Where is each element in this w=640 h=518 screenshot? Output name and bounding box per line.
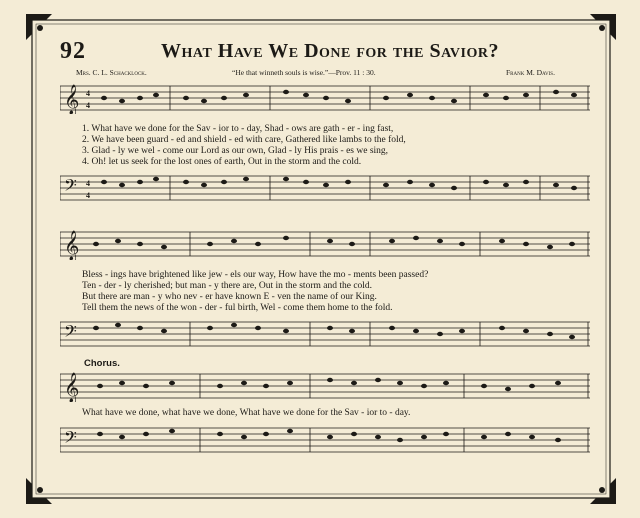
hymn-title: What Have We Done for the Savior? <box>161 40 499 62</box>
svg-text:4: 4 <box>86 89 90 98</box>
verse-2-line-1: 2. We have been guard - ed and shield - ed with care, Gathered like lambs to the fold, <box>82 135 406 145</box>
svg-text:𝄞: 𝄞 <box>64 373 80 402</box>
svg-text:4: 4 <box>86 179 90 188</box>
verse-1-line-2: Bless - ings have brightened like jew - els our way, How have the mo - ments been passed? <box>82 270 429 280</box>
svg-text:4: 4 <box>86 191 90 200</box>
verse-3-line-2: But there are man - y who nev - er have known E - ven the name of our King. <box>82 292 377 302</box>
verse-4-line-2: Tell them the news of the won - der - ful birth, Wel - come them home to the fold. <box>82 303 393 313</box>
chorus-lyric: What have we done, what have we done, What have we done for the Sav - ior to - day. <box>82 408 411 418</box>
verse-4-line-1: 4. Oh! let us seek for the lost ones of earth, Out in the storm and the cold. <box>82 157 362 167</box>
chorus-label: Chorus. <box>84 358 120 369</box>
verse-1-line-1: 1. What have we done for the Sav - ior to - day, Shad - ows are gath - er - ing fast, <box>82 124 394 134</box>
treble-staff-chorus <box>60 370 590 402</box>
music-system-2 <box>60 228 590 356</box>
bass-staff-1 <box>60 172 590 204</box>
bass-staff-chorus <box>60 424 590 456</box>
svg-text:𝄞: 𝄞 <box>64 231 80 260</box>
epigraph: “He that winneth souls is wise.”—Prov. 11 : 30. <box>232 68 376 77</box>
treble-staff-2 <box>60 228 590 260</box>
music-system-chorus <box>60 370 590 470</box>
treble-staff-1 <box>60 82 590 114</box>
svg-text:𝄢: 𝄢 <box>64 177 77 199</box>
author-credit: Mrs. C. L. Schacklock. <box>76 68 147 77</box>
svg-text:𝄢: 𝄢 <box>64 323 77 345</box>
bass-staff-2 <box>60 318 590 350</box>
music-system-1 <box>60 82 590 210</box>
composer-credit: Frank M. Davis. <box>506 68 555 77</box>
verse-3-line-1: 3. Glad - ly we wel - come our Lord as our own, Glad - ly His prais - es we sing, <box>82 146 389 156</box>
svg-text:𝄢: 𝄢 <box>64 429 77 451</box>
svg-text:4: 4 <box>86 101 90 110</box>
hymn-number: 92 <box>60 38 86 64</box>
svg-text:𝄞: 𝄞 <box>64 85 80 114</box>
verse-2-line-2: Ten - der - ly cherished; but man - y there are, Out in the storm and the cold. <box>82 281 373 291</box>
